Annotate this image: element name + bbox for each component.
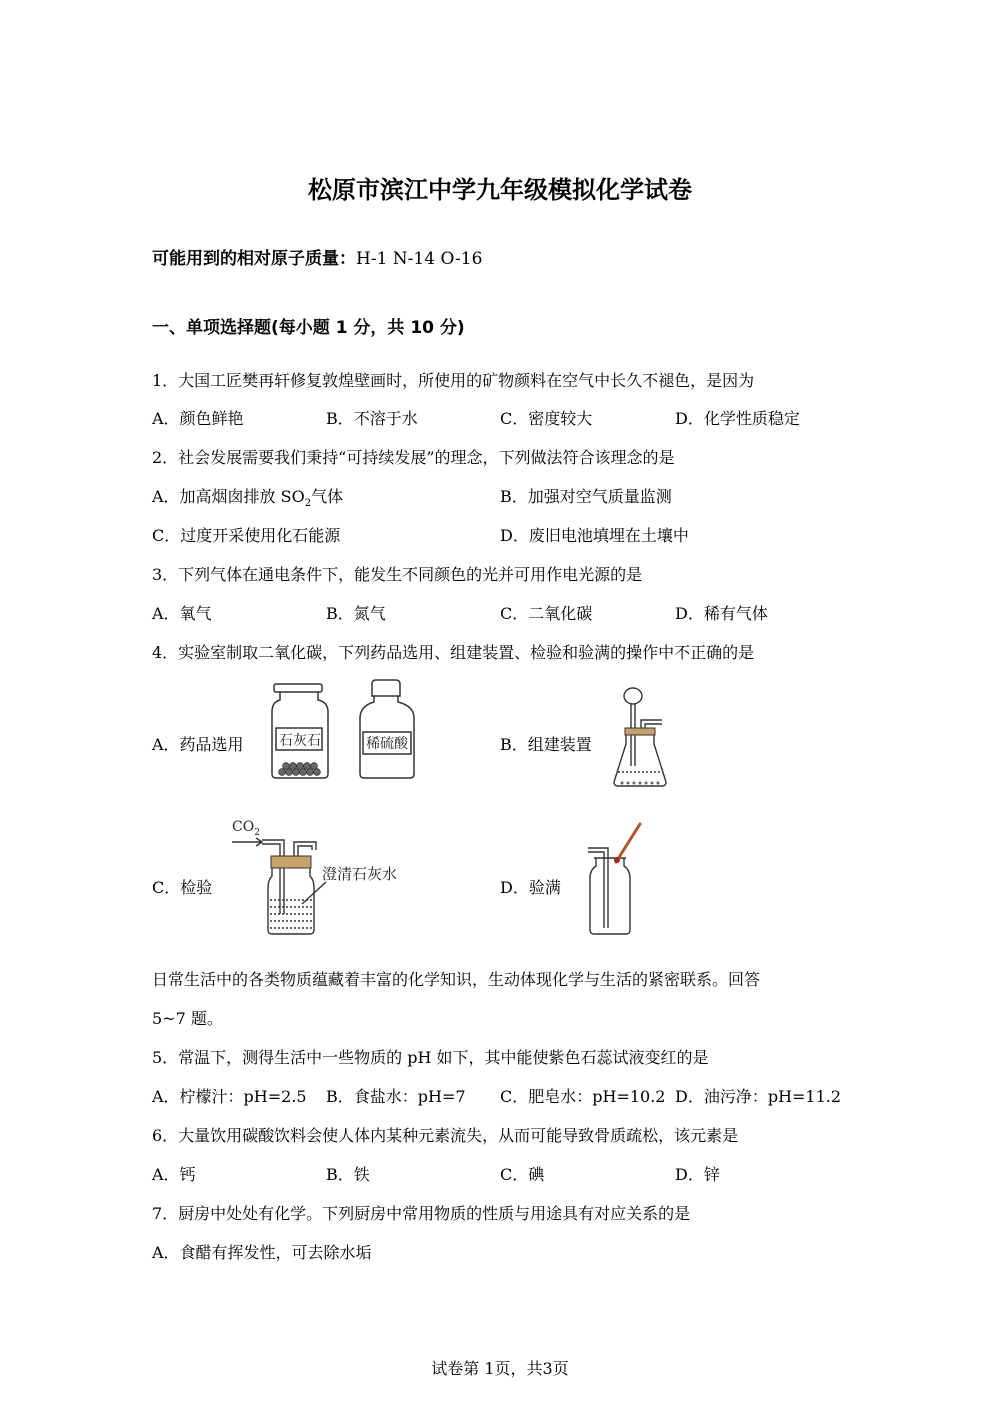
q4-stem: 4．实验室制取二氧化碳，下列药品选用、组建装置、检验和验满的操作中不正确的是 [152,643,755,662]
q5-option-b[interactable]: B．食盐水：pH=7 [326,1087,466,1106]
burning-splint [616,824,640,862]
q1-option-c[interactable]: C．密度较大 [500,409,593,428]
q2-option-a-text: A．加高烟囱排放 SO [152,487,305,506]
q2-option-a-suffix: 气体 [311,487,344,506]
q7-stem: 7．厨房中处处有化学。下列厨房中常用物质的性质与用途具有对应关系的是 [152,1204,691,1223]
q4-option-b[interactable]: B．组建装置 [500,735,592,754]
page-footer: 试卷第 1页，共3页 [431,1359,569,1378]
q6-stem: 6．大量饮用碳酸饮料会使人体内某种元素流失，从而可能导致骨质疏松，该元素是 [152,1126,739,1145]
rubber-stopper [625,728,655,735]
q5-option-d[interactable]: D．油污净：pH=11.2 [675,1087,842,1106]
q3-option-b[interactable]: B．氮气 [326,604,386,623]
q6-option-a[interactable]: A．钙 [152,1165,196,1184]
q5-stem: 5．常温下，测得生活中一些物质的 pH 如下，其中能使紫色石蕊试液变红的是 [152,1048,709,1067]
bottle-stopper [271,856,311,868]
q2-option-b[interactable]: B．加强对空气质量监测 [500,487,672,506]
limewater-label: 澄清石灰水 [322,865,398,883]
q5-option-c[interactable]: C．肥皂水：pH=10.2 [500,1087,666,1106]
q3-option-a[interactable]: A．氧气 [152,604,212,623]
q4-option-a[interactable]: A．药品选用 [152,735,244,754]
q1-option-b[interactable]: B．不溶于水 [326,409,418,428]
q4-option-c[interactable]: C．检验 [152,878,213,897]
limewater-test-figure [232,814,412,936]
intro-line-2: 5~7 题。 [152,1009,223,1028]
intro-line-1: 日常生活中的各类物质蕴藏着丰富的化学知识，生动体现化学与生活的紧密联系。回答 [152,970,761,989]
q2-stem: 2．社会发展需要我们秉持“可持续发展”的理念，下列做法符合该理念的是 [152,448,675,467]
gas-full-check-figure [584,820,648,936]
atomic-masses [152,244,482,269]
collecting-bottle [590,858,630,934]
q3-stem: 3．下列气体在通电条件下，能发生不同颜色的光并可用作电光源的是 [152,565,643,584]
delivery-tube [588,848,608,928]
inlet-tube [262,840,284,914]
limestone-pebbles [279,763,321,776]
q1-option-d[interactable]: D．化学性质稳定 [675,409,800,428]
q3-option-d[interactable]: D．稀有气体 [675,604,768,623]
co2-arrow [232,838,262,846]
conical-flask [614,730,666,786]
co2-label: $CO_2$ [232,819,260,838]
reagent-jars-figure [268,682,418,782]
q1-option-a[interactable]: A．颜色鲜艳 [152,409,244,428]
q1-stem: 1．大国工匠樊再轩修复敦煌壁画时，所使用的矿物颜料在空气中长久不褪色，是因为 [152,371,755,390]
q2-option-a-subscript: 2 [304,498,312,510]
q6-option-d[interactable]: D．锌 [675,1165,720,1184]
q7-option-a[interactable]: A．食醋有挥发性，可去除水垢 [152,1243,372,1262]
q5-option-a[interactable]: A．柠檬汁：pH=2.5 [152,1087,307,1106]
q2-option-a[interactable] [152,484,343,509]
dilute-sulfuric-acid-label: 稀硫酸 [366,736,408,752]
atomic-masses-label: 可能用到的相对原子质量： [152,249,356,269]
q6-option-b[interactable]: B．铁 [326,1165,370,1184]
funnel-bowl [624,688,642,704]
q2-option-d[interactable]: D．废旧电池填埋在土壤中 [500,526,689,545]
q6-option-c[interactable]: C．碘 [500,1165,545,1184]
limestone-label: 石灰石 [279,733,321,749]
splint-flame [614,857,620,863]
gas-washing-bottle [268,868,314,934]
outlet-tube [294,842,316,856]
gas-generator-figure [612,686,672,790]
q4-option-d[interactable]: D．验满 [500,878,561,897]
atomic-masses-values: H-1 N-14 O-16 [356,249,483,269]
section-heading: 一、单项选择题(每小题 1 分，共 10 分) [152,318,465,338]
dilute-sulfuric-acid-bottle [360,680,414,778]
q2-option-c[interactable]: C．过度开采使用化石能源 [152,526,341,545]
exam-title: 松原市滨江中学九年级模拟化学试卷 [308,176,692,204]
q3-option-c[interactable]: C．二氧化碳 [500,604,593,623]
